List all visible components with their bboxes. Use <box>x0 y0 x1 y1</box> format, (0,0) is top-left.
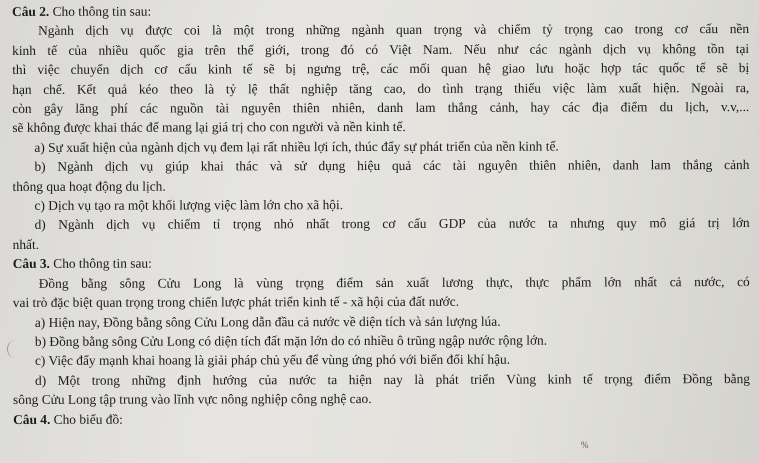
question-3-intro: Cho thông tin sau: <box>49 255 152 272</box>
question-4-intro: Cho biểu đồ: <box>50 411 123 427</box>
question-2-option-b: b) Ngành dịch vụ giúp khai thác và sử dụng hiệu quả các tài nguyên thiên nhiên, danh lam thắng cảnh <box>34 157 750 175</box>
question-2-option-a: a) Sự xuất hiện của ngành dịch vụ đem lại rất nhiều lợi ích, thúc đẩy sự phát triển của nền kinh tế. <box>34 138 559 155</box>
question-2-paragraph-line: Ngành dịch vụ được coi là một trong những ngành quan trọng và chiếm tỷ trọng cao trong cơ cấu nền <box>38 21 750 39</box>
question-3-option-c: c) Việc đẩy mạnh khai hoang là giải pháp chủ yếu để vùng ứng phó với biến đổi khí hậu. <box>34 351 511 369</box>
question-2-title <box>12 0 749 21</box>
pencil-bracket-mark <box>7 340 24 358</box>
question-4-label: Câu 4. <box>13 411 51 427</box>
question-2-paragraph-line: còn gây lãng phí các nguồn tài nguyên thiên nhiên, danh lam thắng cảnh, hay các địa điểm du lịch, v.v,... <box>12 99 750 116</box>
question-2-option-b-continued: thông qua hoạt động du lịch. <box>12 178 166 194</box>
question-3-option-d-continued: sông Cửu Long tập trung vào lĩnh vực nông nghiệp công nghệ cao. <box>13 391 372 408</box>
question-3-label: Câu 3. <box>12 256 50 272</box>
chart-percent-mark: % <box>581 440 589 450</box>
question-3-paragraph-line: vai trò đặc biệt quan trọng trong chiến lược phát triển kinh tế - xã hội của đất nước. <box>12 293 460 311</box>
question-2-option-d: d) Ngành dịch vụ chiếm tỉ trọng nhỏ nhất trong cơ cấu GDP của nước ta nhưng quy mô giá trị lớn <box>34 215 750 233</box>
question-3-paragraph-line: Đồng bằng sông Cửu Long là vùng trọng điểm sản xuất lương thực, thực phẩm lớn nhất cả nước, có <box>38 273 750 291</box>
question-2-paragraph-line: kinh tế của nhiều quốc gia trên thế giới, trong đó có Việt Nam. Nếu như các ngành dịch vụ không tồn tại <box>12 40 750 58</box>
question-3-title <box>13 252 750 273</box>
question-2-option-d-continued: nhất. <box>12 236 40 252</box>
question-4-title <box>13 408 750 429</box>
question-3-option-a: a) Hiện nay, Đồng bằng sông Cửu Long dẫn đầu cả nước về diện tích và sản lượng lúa. <box>34 313 501 330</box>
question-3-option-b: b) Đồng bằng sông Cửu Long có diện tích đất mặn lớn do có nhiều ô trũng ngập nước rộng lớn. <box>34 332 548 349</box>
question-2-intro: Cho thông tin sau: <box>49 3 152 19</box>
question-3-option-d: d) Một trong những định hướng của nước ta hiện nay là phát triển Vùng kinh tế trọng điểm Đồng bằng <box>34 370 751 388</box>
question-2-paragraph-line: thì việc chuyển dịch cơ cấu kinh tế sẽ bị ngưng trệ, các mối quan hệ giao lưu hoặc hợp tác quốc tế sẽ bị <box>12 60 750 78</box>
question-2-label: Câu 2. <box>12 3 50 19</box>
question-2-paragraph-line: hạn chế. Kết quả kéo theo là tỷ lệ thất nghiệp tăng cao, do tình trạng thiếu việc làm xuất hiện. Ngoài ra, <box>12 79 750 97</box>
question-2-paragraph-line: sẽ không được khai thác để mang lại giá trị cho con người và nền kinh tế. <box>12 119 406 136</box>
question-2-option-c: c) Dịch vụ tạo ra một khối lượng việc làm lớn cho xã hội. <box>34 197 344 213</box>
